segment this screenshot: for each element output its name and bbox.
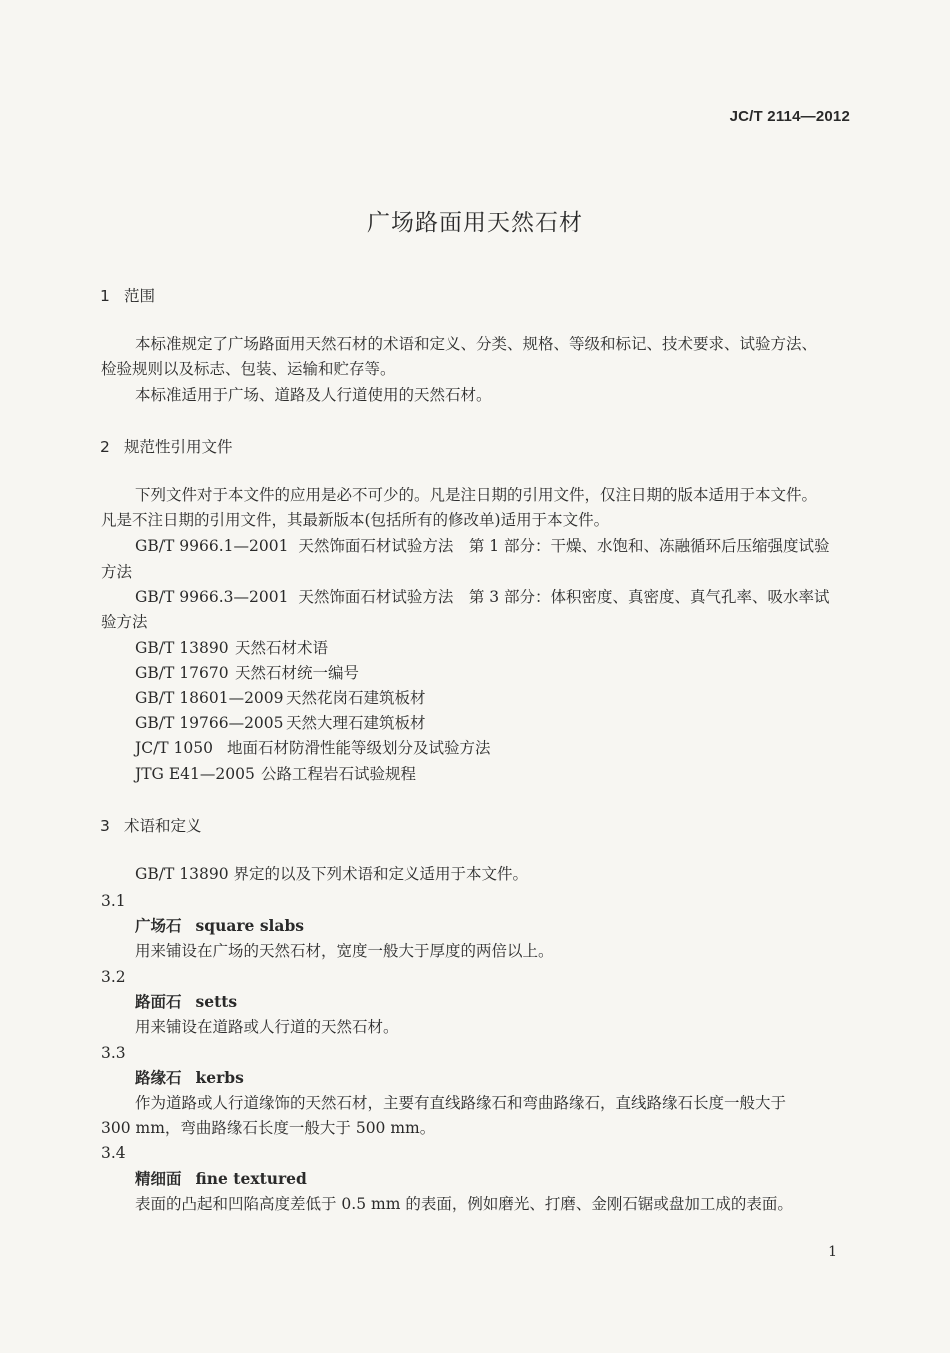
paragraph-line: 凡是不注日期的引用文件，其最新版本(包括所有的修改单)适用于本文件。 [101,511,610,529]
reference-item [135,687,426,709]
reference-item [135,763,416,785]
term-number: 3.4 [101,1144,126,1162]
reference-name: 天然大理石建筑板材 [286,714,426,732]
section-title: 规范性引用文件 [124,438,233,456]
reference-name: 天然石材术语 [235,639,329,657]
paragraph-line: 本标准规定了广场路面用天然石材的术语和定义、分类、规格、等级和标记、技术要求、试验方法、 [135,335,818,353]
reference-code: GB/T 9966.1—2001 [135,537,289,555]
reference-item [135,637,328,659]
term-definition: 用来铺设在道路或人行道的天然石材。 [135,1018,399,1036]
section-title: 术语和定义 [124,817,202,835]
term-en: square slabs [195,916,305,935]
section-3-heading [100,815,202,837]
reference-code: GB/T 18601—2009 [135,689,284,707]
section-1-heading [100,285,155,307]
reference-code: JTG E41—2005 [135,765,255,783]
term-en: setts [195,992,238,1011]
section-number: 2 [100,438,110,456]
reference-name: 公路工程岩石试验规程 [261,765,417,783]
reference-item [135,662,359,684]
term-zh: 广场石 [135,916,182,935]
reference-item [135,535,830,557]
section-number: 3 [100,817,110,835]
document-title: 广场路面用天然石材 [367,210,583,236]
term-definition-continuation: 300 mm，弯曲路缘石长度一般大于 500 mm。 [101,1119,436,1137]
reference-name: 天然石材统一编号 [235,664,360,682]
reference-name: 天然花岗石建筑板材 [286,689,426,707]
reference-code: GB/T 19766—2005 [135,714,284,732]
term-zh: 路缘石 [135,1068,182,1087]
term-zh: 路面石 [135,992,182,1011]
reference-continuation: 方法 [101,563,133,581]
reference-code: GB/T 17670 [135,664,229,682]
term-heading [135,991,237,1013]
reference-name: 天然饰面石材试验方法 第 1 部分：干燥、水饱和、冻融循环后压缩强度试验 [298,537,830,555]
reference-item [135,737,491,759]
term-number: 3.1 [101,892,126,910]
term-en: fine textured [195,1169,307,1188]
standard-code: JC/T 2114—2012 [729,108,850,125]
term-definition: 作为道路或人行道缘饰的天然石材，主要有直线路缘石和弯曲路缘石，直线路缘石长度一般大于 [135,1094,787,1112]
term-definition: 用来铺设在广场的天然石材，宽度一般大于厚度的两倍以上。 [135,942,554,960]
reference-item [135,586,830,608]
section-title: 范围 [124,287,156,305]
term-en: kerbs [195,1068,244,1087]
term-zh: 精细面 [135,1169,182,1188]
reference-code: GB/T 9966.3—2001 [135,588,289,606]
paragraph-line: 下列文件对于本文件的应用是必不可少的。凡是注日期的引用文件，仅注日期的版本适用于本文件。 [135,486,818,504]
section-2-heading [100,436,233,458]
term-heading [135,1067,244,1089]
term-number: 3.3 [101,1044,126,1062]
reference-name: 地面石材防滑性能等级划分及试验方法 [227,739,491,757]
reference-continuation: 验方法 [101,613,148,631]
paragraph-line: 检验规则以及标志、包装、运输和贮存等。 [101,360,396,378]
term-definition: 表面的凸起和凹陷高度差低于 0.5 mm 的表面，例如磨光、打磨、金刚石锯或盘加工成的表面。 [135,1195,793,1213]
paragraph-line: 本标准适用于广场、道路及人行道使用的天然石材。 [135,386,492,404]
section-number: 1 [100,287,110,305]
reference-code: JC/T 1050 [135,739,214,757]
term-heading [135,1168,307,1190]
reference-item [135,712,426,734]
reference-name: 天然饰面石材试验方法 第 3 部分：体积密度、真密度、真气孔率、吸水率试 [298,588,830,606]
page-number: 1 [828,1244,837,1260]
paragraph-line: GB/T 13890 界定的以及下列术语和定义适用于本文件。 [135,865,528,883]
term-number: 3.2 [101,968,126,986]
term-heading [135,915,304,937]
reference-code: GB/T 13890 [135,639,229,657]
